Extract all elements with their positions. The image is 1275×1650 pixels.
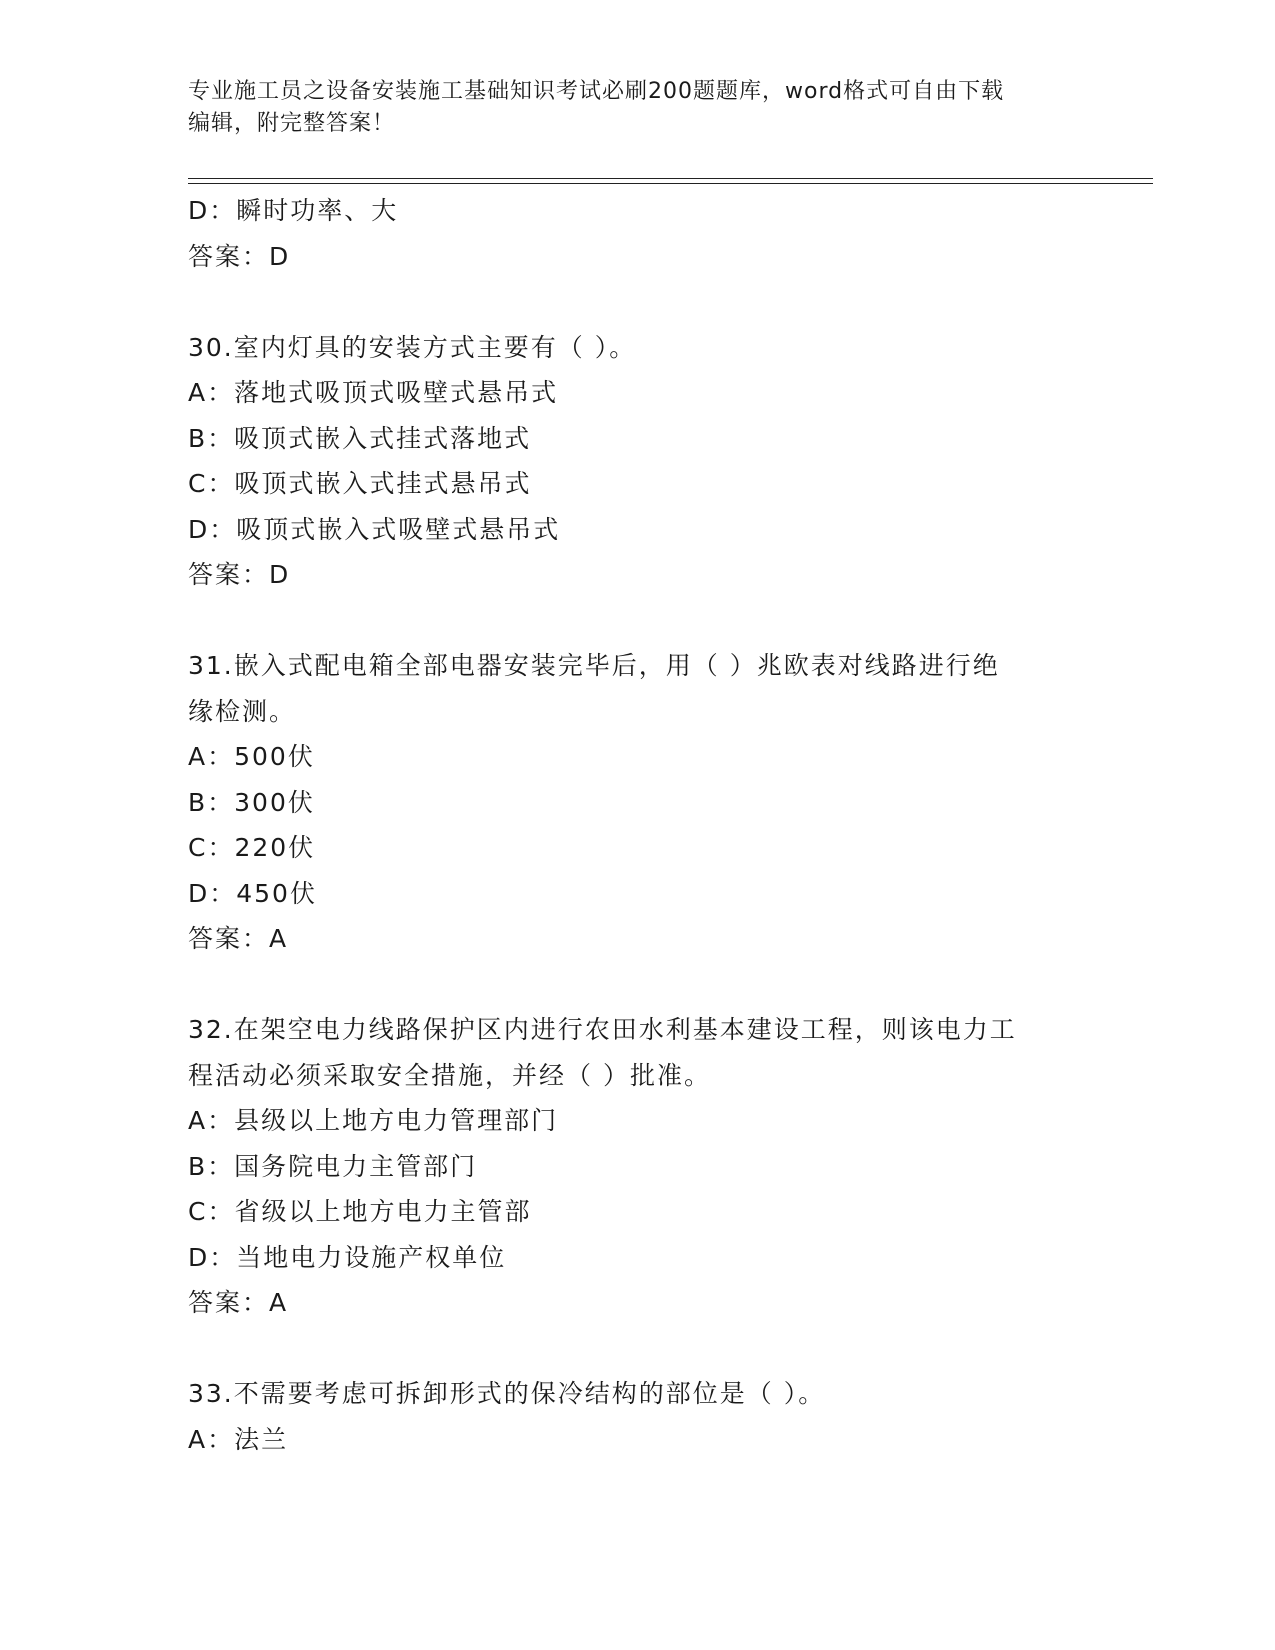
question-30-option-d: D：吸顶式嵌入式吸壁式悬吊式 (188, 514, 561, 544)
document-header (188, 76, 1088, 140)
question-31-option-a: A：500伏 (188, 742, 315, 771)
header-divider-bottom (188, 183, 1153, 184)
question-33-stem: 33.不需要考虑可拆卸形式的保冷结构的部位是（ ）。 (188, 1379, 826, 1408)
question-30-option-b: B：吸顶式嵌入式挂式落地式 (188, 423, 532, 453)
question-31-answer: 答案：A (188, 924, 289, 953)
spacer (188, 598, 1088, 644)
prev-answer: 答案：D (188, 241, 291, 271)
question-31-option-d: D：450伏 (188, 878, 317, 908)
question-31-stem-line-1: 31.嵌入式配电箱全部电器安装完毕后，用（ ）兆欧表对线路进行绝 (188, 651, 1000, 680)
question-32-option-c: C：省级以上地方电力主管部 (188, 1197, 532, 1226)
question-32-answer: 答案：A (188, 1288, 289, 1317)
question-32-option-b: B：国务院电力主管部门 (188, 1151, 478, 1181)
header-divider-top (188, 178, 1153, 179)
header-title-line-1: 专业施工员之设备安装施工基础知识考试必刷200题题库，word格式可自由下载 (188, 79, 1005, 104)
spacer (188, 279, 1088, 325)
question-32-option-a: A：县级以上地方电力管理部门 (188, 1106, 559, 1135)
question-31-stem-line-2: 缘检测。 (188, 696, 297, 726)
spacer (188, 962, 1088, 1008)
question-31-option-b: B：300伏 (188, 787, 315, 817)
prev-option-d: D：瞬时功率、大 (188, 196, 399, 225)
question-30-option-c: C：吸顶式嵌入式挂式悬吊式 (188, 469, 532, 498)
question-30-answer: 答案：D (188, 560, 291, 589)
question-31-option-c: C：220伏 (188, 833, 316, 862)
question-33-option-a: A：法兰 (188, 1424, 289, 1454)
question-30-stem: 30.室内灯具的安装方式主要有（ ）。 (188, 332, 637, 362)
question-32-stem-line-2: 程活动必须采取安全措施，并经（ ）批准。 (188, 1060, 711, 1090)
question-list (188, 188, 1088, 1462)
question-32-option-d: D：当地电力设施产权单位 (188, 1242, 507, 1272)
spacer (188, 1326, 1088, 1372)
question-30-option-a: A：落地式吸顶式吸壁式悬吊式 (188, 378, 559, 407)
question-32-stem-line-1: 32.在架空电力线路保护区内进行农田水利基本建设工程，则该电力工 (188, 1015, 1017, 1044)
header-title-line-2: 编辑，附完整答案！ (188, 111, 396, 136)
